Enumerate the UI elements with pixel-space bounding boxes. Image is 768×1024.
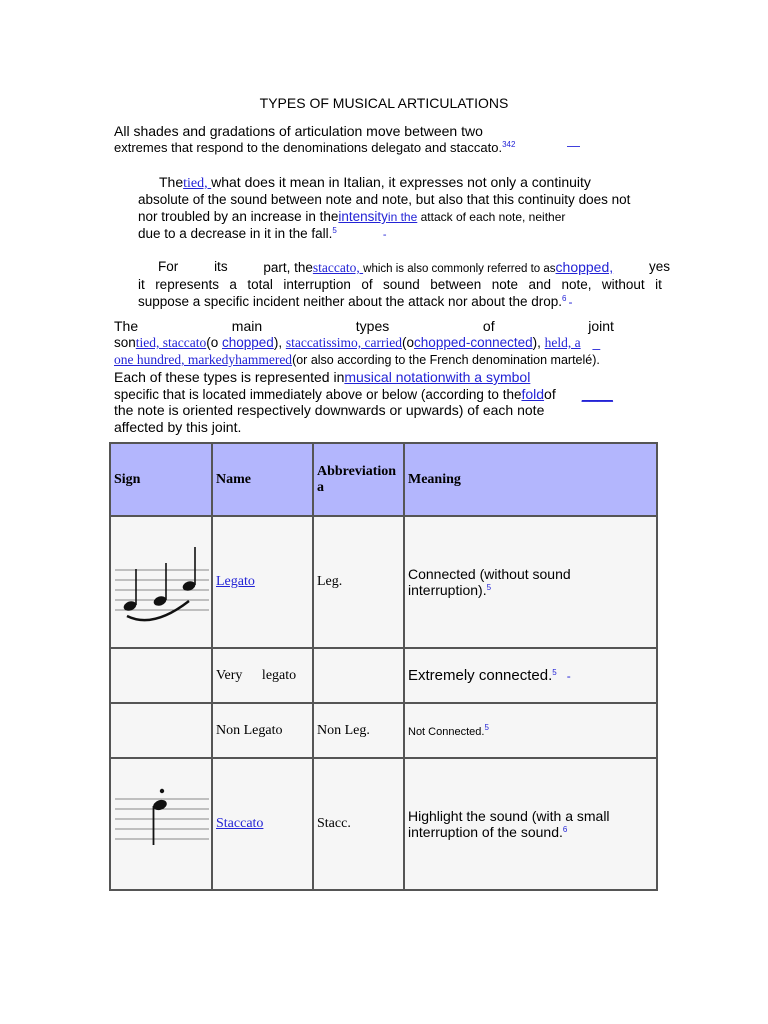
- tied-link[interactable]: tied,: [183, 176, 212, 191]
- staccato-table-link[interactable]: Staccato: [216, 816, 264, 831]
- table-row: [110, 648, 657, 703]
- footnote-ref[interactable]: 6: [562, 294, 567, 303]
- abbr-cell: Non Leg.: [313, 703, 404, 758]
- tied-staccato-link[interactable]: tied, staccato: [135, 335, 207, 350]
- para-line5: specific that is located immediately above or below (according to thefoldof ____: [114, 386, 613, 402]
- legato-sign-cell: [110, 516, 212, 648]
- bullet2-line1: For its part, thestaccato, which is also commonly referred to aschopped, yes: [158, 259, 670, 275]
- staccato-link[interactable]: staccato,: [312, 260, 364, 275]
- name-cell: Very legato: [212, 648, 313, 703]
- legato-link[interactable]: Legato: [216, 574, 255, 589]
- abbr-cell: [313, 648, 404, 703]
- meaning-cell: Connected (without sound interruption).$^5$: [404, 516, 657, 648]
- footnote-ref[interactable]: 5: [332, 226, 337, 235]
- para-line1: The main types of joint: [114, 318, 614, 334]
- fold-link[interactable]: fold: [521, 386, 545, 402]
- bullet1-line4: due to a decrease in it in the fall.$^5$ -: [138, 226, 387, 241]
- bullet1-line1: Thetied, what does it mean in Italian, it expresses not only a continuity: [159, 174, 591, 191]
- para-line7: affected by this joint.: [114, 419, 242, 435]
- name-cell: [212, 758, 313, 890]
- footnote-ref[interactable]: 342: [502, 140, 516, 149]
- sign-cell: [110, 648, 212, 703]
- abbr-cell: Leg.: [313, 516, 404, 648]
- chopped-connected-link[interactable]: chopped-connected: [414, 335, 533, 350]
- bullet1-line3: nor troubled by an increase in theintensityin the attack of each note, neither: [138, 209, 566, 224]
- bullet2-line3: suppose a specific incident neither about the attack nor about the drop.$^6$ -: [138, 294, 573, 309]
- table-header-row: [110, 443, 657, 516]
- page-title: TYPES OF MUSICAL ARTICULATIONS: [259, 95, 509, 111]
- intro-dash: —: [567, 138, 580, 153]
- chopped-link[interactable]: chopped,: [555, 259, 614, 275]
- table-row: [110, 516, 657, 648]
- abbr-cell: Stacc.: [313, 758, 404, 890]
- footnote-ref[interactable]: 5: [486, 583, 492, 592]
- meaning-cell: Not Connected.$^5$: [404, 703, 657, 758]
- footnote-ref[interactable]: 5: [552, 668, 557, 677]
- header-sign: Sign: [110, 443, 212, 516]
- para-line4: Each of these types is represented inmusical notationwith a symbol: [114, 369, 531, 385]
- header-abbreviation: Abbreviation a: [313, 443, 404, 516]
- para-line3: one hundred, markedyhammered(or also according to the French denomination martelé).: [114, 352, 600, 367]
- staccato-sign-icon: [111, 759, 211, 886]
- bullet1-line2: absolute of the sound between note and note, but also that this continuity does not: [138, 192, 631, 207]
- staccatissimo-link[interactable]: staccatissimo, carried: [285, 335, 403, 350]
- hundred-marked-link[interactable]: one hundred, markedyhammered: [114, 352, 293, 367]
- staccato-sign-cell: [110, 758, 212, 890]
- table-row: [110, 703, 657, 758]
- sign-cell: [110, 703, 212, 758]
- articulations-table: [109, 442, 658, 891]
- para-line6: the note is oriented respectively downwards or upwards) of each note: [114, 402, 545, 418]
- table-row: [110, 758, 657, 890]
- header-name: Name: [212, 443, 313, 516]
- legato-sign-icon: [111, 517, 211, 644]
- para-line2: sontied, staccato(o chopped), staccatissimo, carried(ochopped-connected), held, a _: [114, 335, 601, 350]
- musical-notation-link[interactable]: musical notationwith a symbol: [344, 369, 531, 385]
- meaning-cell: Extremely connected.$^5$ -: [404, 648, 657, 703]
- intro-line-2: extremes that respond to the denominations delegato and staccato.$^{342}$: [114, 140, 516, 155]
- header-meaning: Meaning: [404, 443, 657, 516]
- name-cell: Non Legato: [212, 703, 313, 758]
- meaning-cell: Highlight the sound (with a small interruption of the sound.$^6$: [404, 758, 657, 890]
- footnote-ref[interactable]: 6: [562, 825, 568, 834]
- bullet2-line2: it represents a total interruption of sound between note and note, without it: [138, 277, 662, 292]
- chopped-link[interactable]: chopped: [222, 335, 274, 350]
- held-link[interactable]: held, a: [544, 335, 581, 350]
- name-cell: [212, 516, 313, 648]
- in-the-link[interactable]: in the: [387, 210, 418, 224]
- footnote-ref[interactable]: 5: [484, 723, 489, 732]
- intro-line-1: All shades and gradations of articulation move between two: [114, 123, 483, 139]
- intensity-link[interactable]: intensity: [338, 209, 388, 224]
